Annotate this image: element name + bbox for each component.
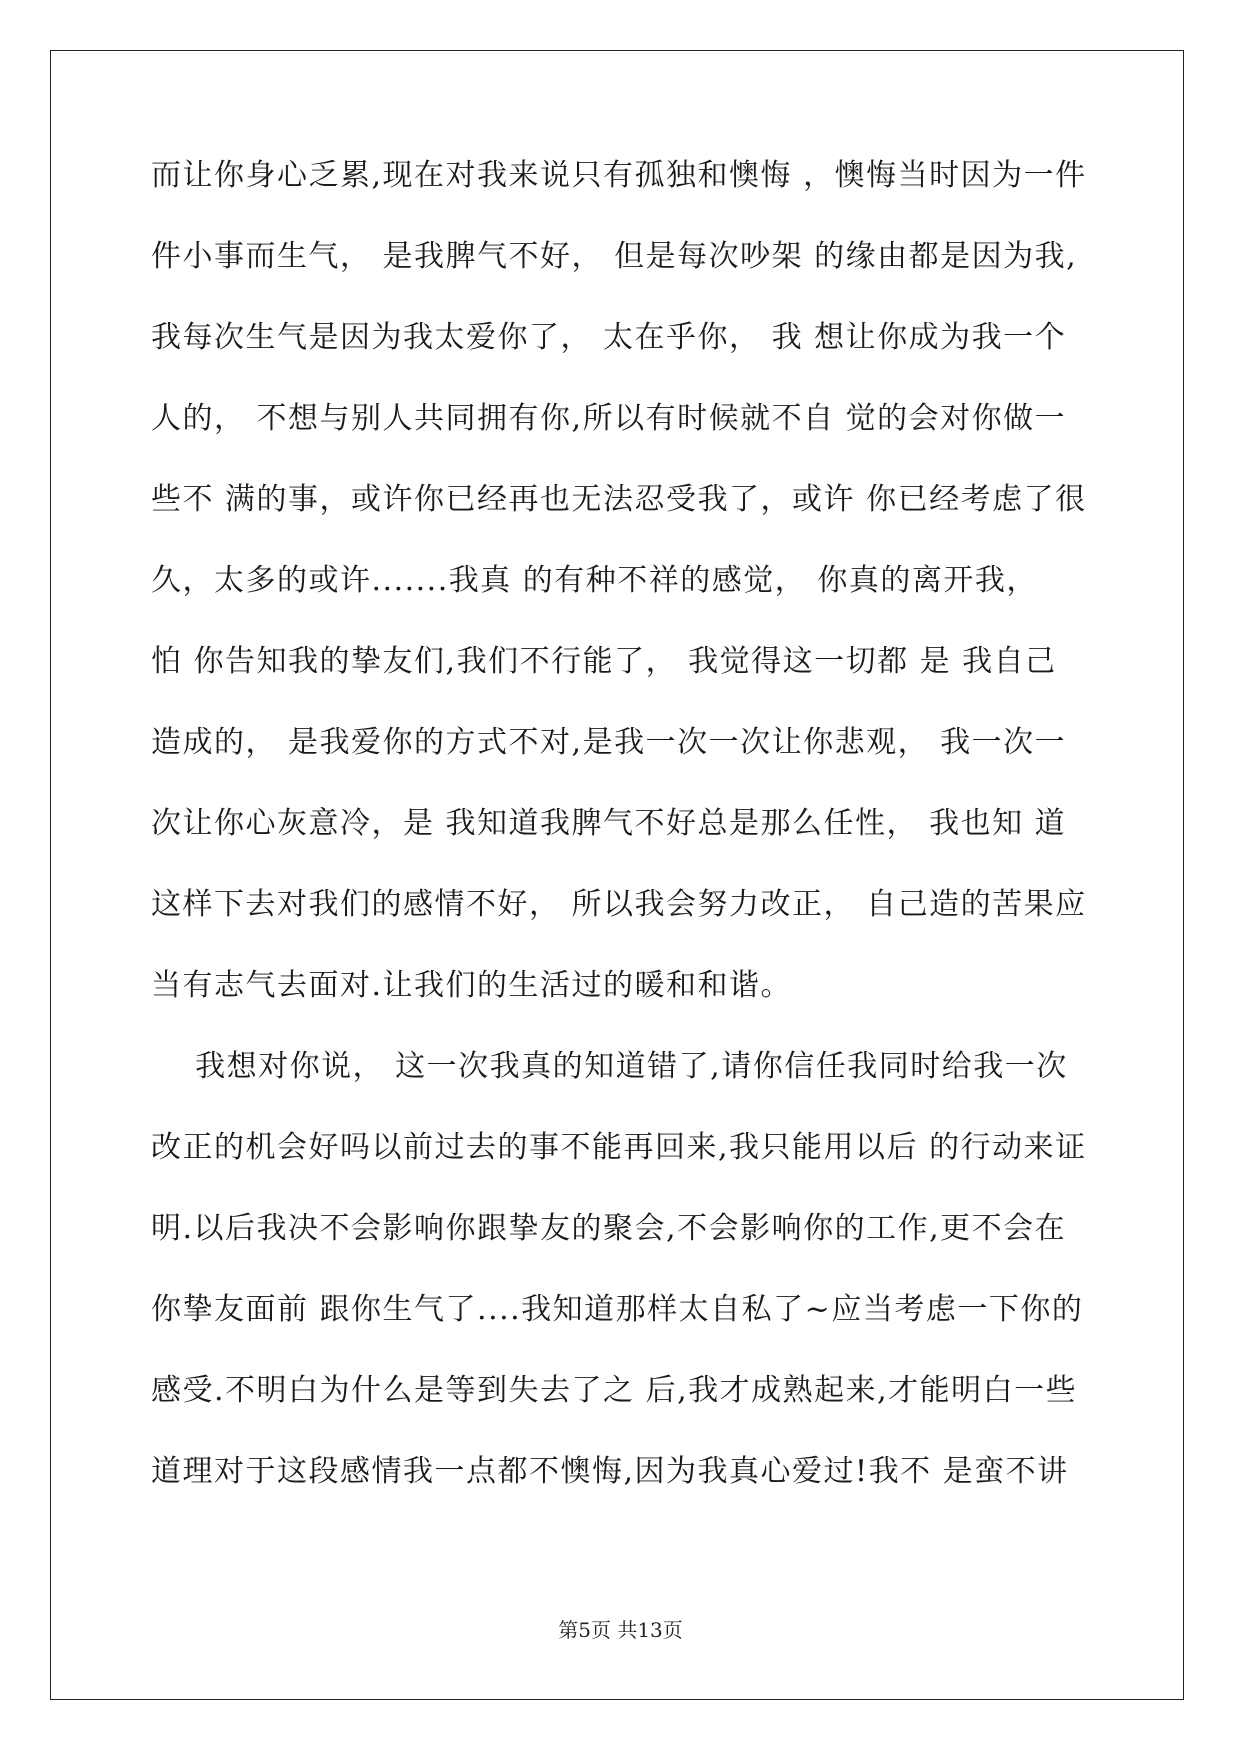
text-line-12: 我想对你说， 这一次我真的知道错了,请你信任我同时给我一次 bbox=[151, 1049, 1068, 1084]
text-line-2: 件小事而生气， 是我脾气不好， 但是每次吵架 的缘由都是因为我, bbox=[151, 239, 1078, 274]
text-line-16: 感受.不明白为什么是等到失去了之 后,我才成熟起来,才能明白一些 bbox=[151, 1373, 1078, 1408]
text-line-10: 这样下去对我们的感情不好， 所以我会努力改正， 自己造的苦果应 bbox=[151, 887, 1087, 922]
text-line-1: 而让你身心乏累,现在对我来说只有孤独和懊悔 ，懊悔当时因为一件 bbox=[151, 158, 1087, 193]
text-line-4: 人的， 不想与别人共同拥有你,所以有时候就不自 觉的会对你做一 bbox=[151, 401, 1067, 436]
text-line-8: 造成的， 是我爱你的方式不对,是我一次一次让你悲观， 我一次一 bbox=[151, 725, 1067, 760]
text-line-6: 久，太多的或许.......我真 的有种不祥的感觉， 你真的离开我， bbox=[151, 563, 1038, 598]
text-line-7: 怕 你告知我的挚友们,我们不行能了， 我觉得这一切都 是 我自己 bbox=[151, 644, 1057, 679]
text-line-5: 些不 满的事，或许你已经再也无法忍受我了，或许 你已经考虑了很 bbox=[151, 482, 1087, 517]
text-line-17: 道理对于这段感情我一点都不懊悔,因为我真心爱过!我不 是蛮不讲 bbox=[151, 1454, 1069, 1489]
text-line-13: 改正的机会好吗以前过去的事不能再回来,我只能用以后 的行动来证 bbox=[151, 1130, 1087, 1165]
text-line-3: 我每次生气是因为我太爱你了， 太在乎你， 我 想让你成为我一个 bbox=[151, 320, 1067, 355]
text-line-11: 当有志气去面对.让我们的生活过的暖和和谐。 bbox=[151, 968, 793, 1003]
text-line-15: 你挚友面前 跟你生气了....我知道那样太自私了~应当考虑一下你的 bbox=[151, 1292, 1084, 1327]
text-line-9: 次让你心灰意冷，是 我知道我脾气不好总是那么任性， 我也知 道 bbox=[151, 806, 1067, 841]
text-line-14: 明.以后我决不会影响你跟挚友的聚会,不会影响你的工作,更不会在 bbox=[151, 1211, 1067, 1246]
page-number-footer: 第5页 共13页 bbox=[558, 1618, 683, 1642]
document-body bbox=[151, 158, 1091, 1535]
